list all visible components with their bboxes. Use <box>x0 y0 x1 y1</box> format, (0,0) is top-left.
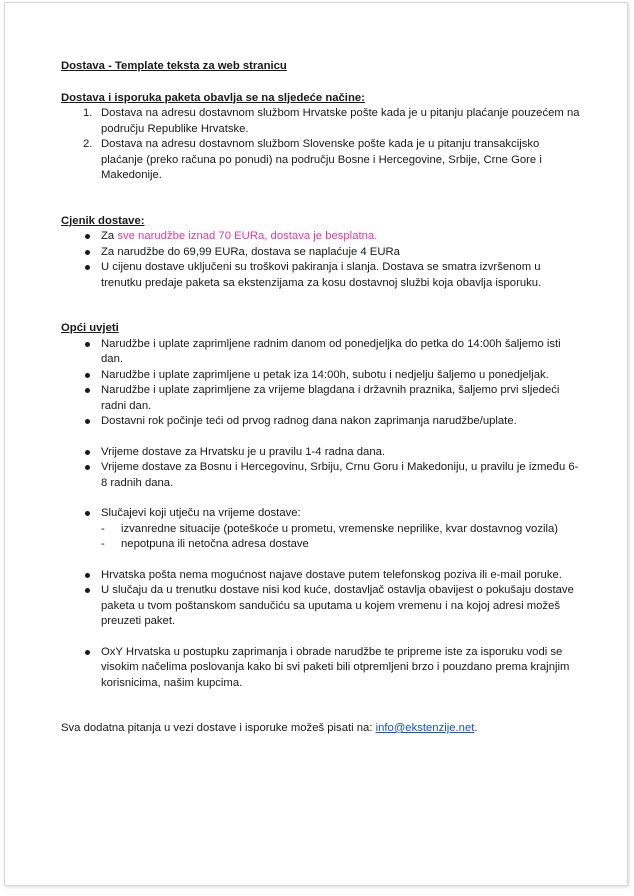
list-item: U cijenu dostave uključeni su troškovi pakiranja i slanja. Dostava se smatra izvršenom u trenutku predaje paketa sa ekstenzijama za kosu dostavnoj službi koja obavlja isporuku. <box>61 260 581 291</box>
general-terms-list-1 <box>61 337 581 430</box>
bullet-icon <box>85 342 90 347</box>
dash-icon: - <box>101 538 105 550</box>
document-title: Dostava - Template teksta za web stranicu <box>61 60 287 72</box>
dash-icon: - <box>101 522 105 535</box>
bullet-icon <box>85 450 90 455</box>
price-list <box>61 229 581 291</box>
bullet-icon <box>85 650 90 655</box>
bullet-icon <box>85 388 90 393</box>
list-item: Narudžbe i uplate zaprimljene radnim danom od ponedjeljka do petka do 14:00h šaljemo isti dan. <box>61 337 581 368</box>
list-item: 1. Dostava na adresu dostavnom službom Hrvatske pošte kada je u pitanju plaćanje pouzećem na području Republike Hrvatske. <box>83 107 580 135</box>
bullet-icon <box>85 419 90 424</box>
list-item: Vrijeme dostave za Hrvatsku je u pravilu 1-4 radna dana. <box>61 445 581 461</box>
list-item: Za narudžbe do 69,99 EURa, dostava se naplaćuje 4 EURa <box>61 245 581 261</box>
general-terms-list-3 <box>61 506 581 553</box>
document-page <box>4 2 628 886</box>
sub-list-item: - nepotpuna ili netočna adresa dostave <box>61 537 581 553</box>
bullet-icon <box>85 588 90 593</box>
bullet-icon <box>85 373 90 378</box>
sub-list-item: - izvanredne situacije (poteškoće u prometu, vremenske neprilike, kvar dostavnog vozila) <box>61 522 581 538</box>
list-item: 2. Dostava na adresu dostavnom službom Slovenske pošte kada je u pitanju transakcijsko plaćanje (preko računa po ponudi) na području Bosne i Hercegovine, Srbije, Crne Gore i Makedonije. <box>83 138 542 181</box>
section-heading-general-terms: Opći uvjeti <box>61 322 119 334</box>
section-heading-price-list: Cjenik dostave: <box>61 214 145 227</box>
bullet-icon <box>85 265 90 270</box>
list-item: Narudžbe i uplate zaprimljene u petak iza 14:00h, subotu i nedjelju šaljemo u ponedjeljak. <box>61 368 581 384</box>
free-shipping-highlight: sve narudžbe iznad 70 EURa, dostava je besplatna. <box>117 230 378 242</box>
delivery-methods-list <box>61 106 581 184</box>
general-terms-list-4 <box>61 568 581 630</box>
bullet-icon <box>85 511 90 516</box>
list-item: U slučaju da u trenutku dostave nisi kod kuće, dostavljač ostavlja obavijest o pokušaju dostave paketa u tvom poštanskom sandučiću sa uputama u kojem vremenu i na kojoj adresi možeš preuzeti paket. <box>61 583 581 630</box>
footer-contact: Sva dodatna pitanja u vezi dostave i isporuke možeš pisati na: info@ekstenzije.net. <box>61 722 478 734</box>
list-item: Za sve narudžbe iznad 70 EURa, dostava je besplatna. <box>61 229 581 245</box>
bullet-icon <box>85 250 90 255</box>
list-item: Slučajevi koji utječu na vrijeme dostave: <box>61 506 581 522</box>
general-terms-list-2 <box>61 445 581 492</box>
bullet-icon <box>85 465 90 470</box>
list-item: Hrvatska pošta nema mogućnost najave dostave putem telefonskog poziva ili e-mail poruke. <box>61 568 581 584</box>
email-link[interactable]: info@ekstenzije.net <box>375 722 475 734</box>
list-item: Narudžbe i uplate zaprimljene za vrijeme blagdana i državnih praznika, šaljemo prvi sljedeći radni dan. <box>61 383 581 414</box>
list-item: Dostavni rok počinje teći od prvog radnog dana nakon zaprimanja narudžbe/uplate. <box>61 414 581 430</box>
section-heading-delivery-methods: Dostava i isporuka paketa obavlja se na sljedeće načine: <box>61 91 365 104</box>
document-content <box>61 59 581 737</box>
list-item: OxY Hrvatska u postupku zaprimanja i obrade narudžbe te pripreme iste za isporuku vodi se visokim načelima poslovanja kako bi svi paketi bili otpremljeni brzo i pouzdano prema krajnjim korisnicima, našim kupcima. <box>61 645 581 692</box>
bullet-icon <box>85 234 90 239</box>
bullet-icon <box>85 573 90 578</box>
list-item: Vrijeme dostave za Bosnu i Hercegovinu, Srbiju, Crnu Goru i Makedoniju, u pravilu je između 6-8 radnih dana. <box>61 460 581 491</box>
general-terms-list-5 <box>61 645 581 692</box>
